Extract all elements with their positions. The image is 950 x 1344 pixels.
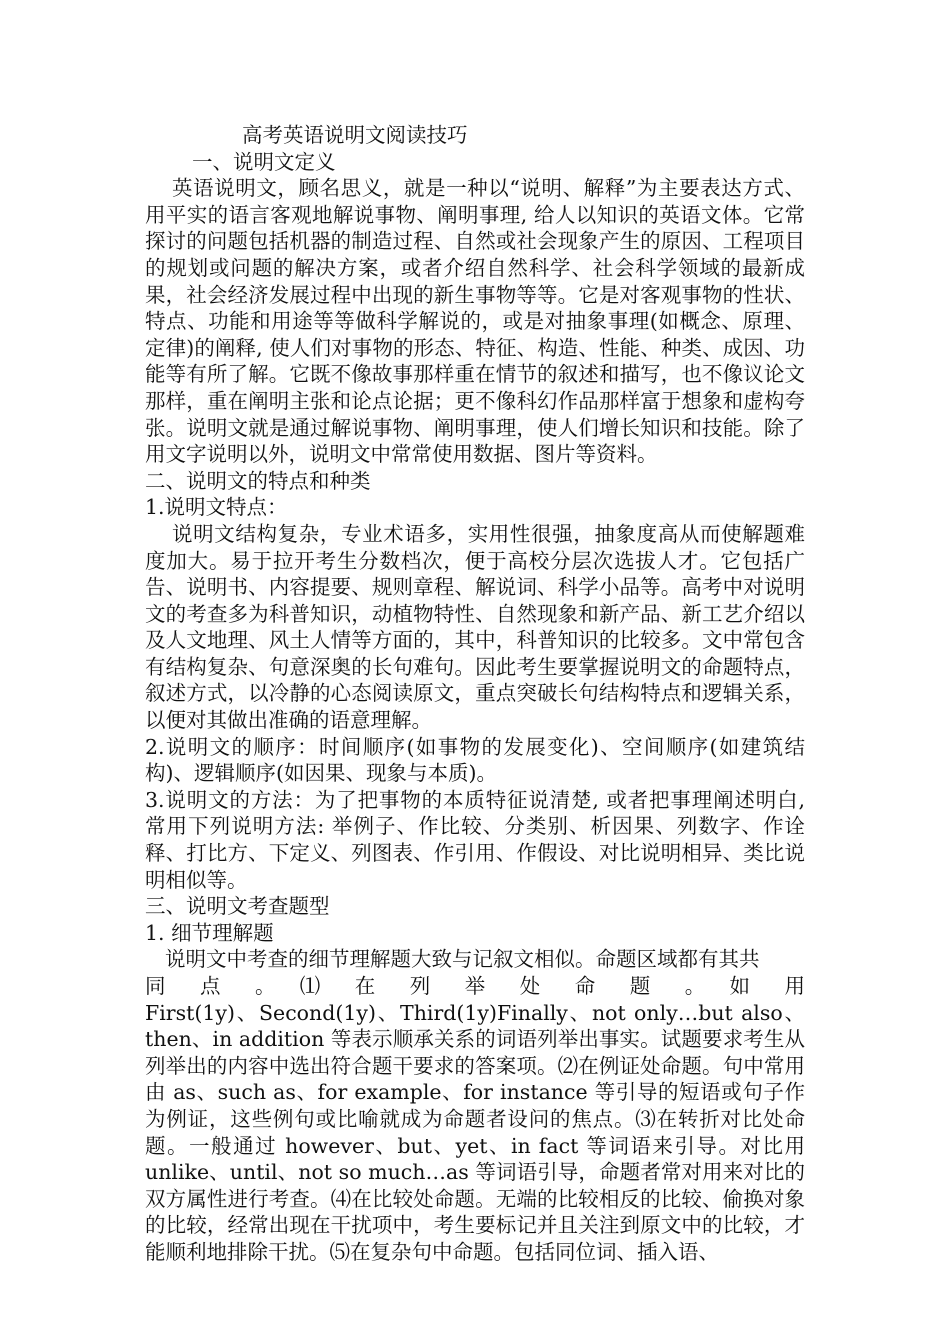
document-body [145, 122, 805, 1266]
section-3-heading: 三、说明文考查题型 [145, 894, 330, 919]
document-title: 高考英语说明文阅读技巧 [242, 123, 468, 147]
section-1-heading: 一、说明文定义 [192, 149, 336, 174]
section-2-heading: 二、说明文的特点和种类 [145, 468, 371, 493]
section-3-paragraph-line-2: 同 点 。 ⑴ 在 列 举 处 命 题 。 如 用 [145, 974, 805, 998]
section-3-paragraph-rest: First(1y)、Second(1y)、Third(1y)Finally、not only…but also、then、in addition 等表示顺承关系的词语列举出事实。试题要求考生从列举出的内容中选出符合题干要求的答案项。⑵在例证处命题。句中常用由 as、such as、for example、for instance 等引导的短语或句子作为例证，这些例句或比喻就成为命题者设问的焦点。⑶在转折对比处命题。一般通过 however、but、yet、in fact 等词语来引导。对比用 unlike、until、not so much…as 等词语引导，命题者常对用来对比的双方属性进行考查。⑷在比较处命题。无端的比较相反的比较、偷换对象的比较，经常出现在干扰项中，考生要标记并且关注到原文中的比较，才能顺利地排除干扰。⑸在复杂句中命题。包括同位词、插入语、 [145, 1000, 805, 1264]
section-1-paragraph: 英语说明文，顾名思义，就是一种以“说明、解释”为主要表达方式、用平实的语言客观地解说事物、阐明事理, 给人以知识的英语文体。它常探讨的问题包括机器的制造过程、自然或社会现象产生的原因、工程项目的规划或问题的解决方案，或者介绍自然科学、社会科学领域的最新成果，社会经济发展过程中出现的新生事物等等。它是对客观事物的性状、特点、功能和用途等等做科学解说的，或是对抽象事理(如概念、原理、定律)的阐释, 使人们对事物的形态、特征、构造、性能、种类、成因、功能等有所了解。它既不像故事那样重在情节的叙述和描写，也不像议论文那样，重在阐明主张和论点论据；更不像科幻作品那样富于想象和虚构夸张。说明文就是通过解说事物、阐明事理，使人们增长知识和技能。除了用文字说明以外，说明文中常常使用数据、图片等资料。 [145, 176, 805, 467]
section-2-subheading-features: 1.说明文特点： [145, 495, 288, 520]
section-2-features-paragraph: 说明文结构复杂，专业术语多，实用性很强，抽象度高从而使解题难度加大。易于拉开考生分数档次，便于高校分层次选拔人才。它包括广告、说明书、内容提要、规则章程、解说词、科学小品等。高考中对说明文的考查多为科普知识，动植物特性、自然现象和新产品、新工艺介绍以及人文地理、风土人情等方面的，其中，科普知识的比较多。文中常包含有结构复杂、句意深奥的长句难句。因此考生要掌握说明文的命题特点，叙述方式，以冷静的心态阅读原文，重点突破长句结构特点和逻辑关系，以便对其做出准确的语意理解。 [145, 521, 805, 733]
section-2-order-paragraph: 2.说明文的顺序：时间顺序(如事物的发展变化)、空间顺序(如建筑结构)、逻辑顺序(如因果、现象与本质)。 [145, 734, 805, 786]
section-2-methods-paragraph: 3.说明文的方法：为了把事物的本质特征说清楚, 或者把事理阐述明白, 常用下列说明方法: 举例子、作比较、分类别、析因果、列数字、作诠释、打比方、下定义、列图表、作引用、作假设、对比说明相异、类比说明相似等。 [145, 787, 805, 892]
section-3-paragraph-line-1: 说明文中考查的细节理解题大致与记叙文相似。命题区域都有其共 [165, 947, 760, 972]
section-3-subheading-detail: 1. 细节理解题 [145, 920, 274, 945]
